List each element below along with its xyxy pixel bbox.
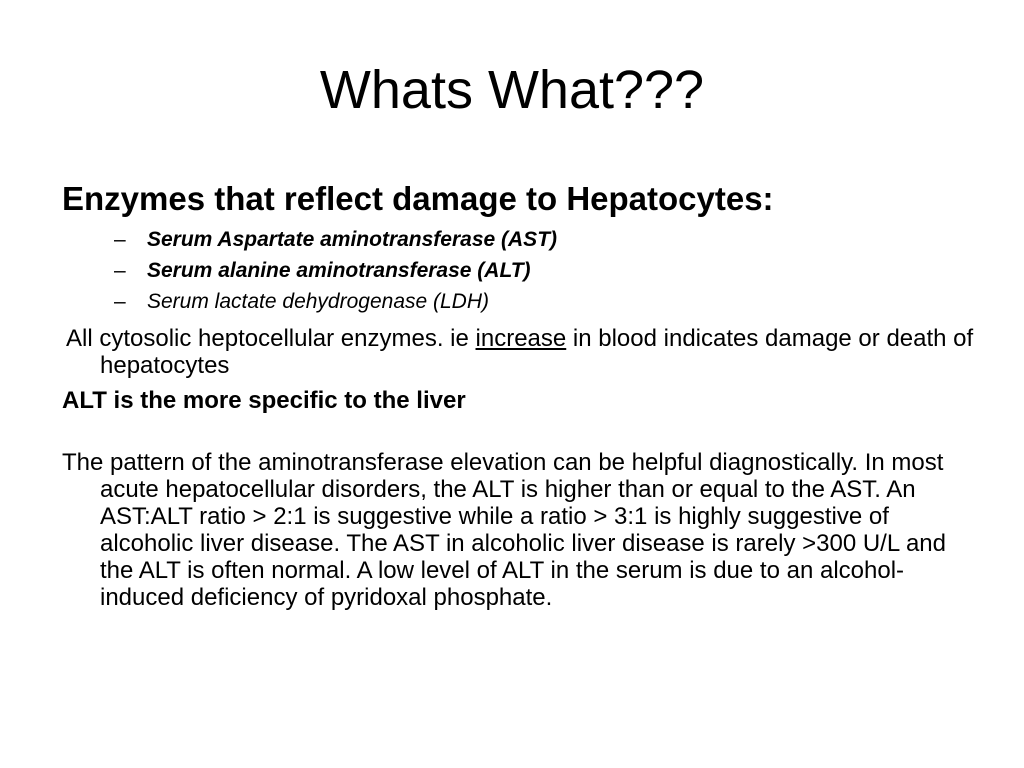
list-item-ldh — [62, 286, 982, 317]
dash-bullet: – — [114, 259, 126, 282]
cytosolic-paragraph — [62, 325, 982, 379]
enzyme-label: Serum alanine aminotransferase (ALT) — [147, 259, 531, 282]
cytosolic-text-after: in blood indicates damage or death of hepatocytes — [100, 325, 974, 379]
list-item-ast — [62, 224, 982, 255]
enzyme-list — [62, 224, 982, 317]
alt-specificity-statement: ALT is the more specific to the liver — [62, 387, 466, 414]
dash-bullet: – — [114, 290, 126, 313]
dash-bullet: – — [114, 228, 126, 251]
slide-title: Whats What??? — [319, 60, 705, 120]
enzymes-heading: Enzymes that reflect damage to Hepatocytes: — [62, 180, 774, 217]
cytosolic-text-before: All cytosolic heptocellular enzymes. ie — [66, 325, 476, 352]
enzyme-label: Serum lactate dehydrogenase (LDH) — [147, 290, 490, 313]
slide-body — [62, 178, 982, 611]
increase-emphasis: increase — [475, 325, 567, 352]
list-item-alt — [62, 255, 982, 286]
pattern-paragraph: The pattern of the aminotransferase elevation can be helpful diagnostically. In most acute hepatocellular disorders, the ALT is higher than or equal to the AST. An AST:ALT ratio > 2:1 is suggestive while a ratio > 3:1 is highly suggestive of alcoholic liver disease. The AST in alcoholic liver disease is rarely >300 U/L and the ALT is often normal. A low level of ALT in the serum is due to an alcohol-induced deficiency of pyridoxal phosphate. — [62, 449, 946, 611]
enzyme-label: Serum Aspartate aminotransferase (AST) — [147, 228, 558, 251]
